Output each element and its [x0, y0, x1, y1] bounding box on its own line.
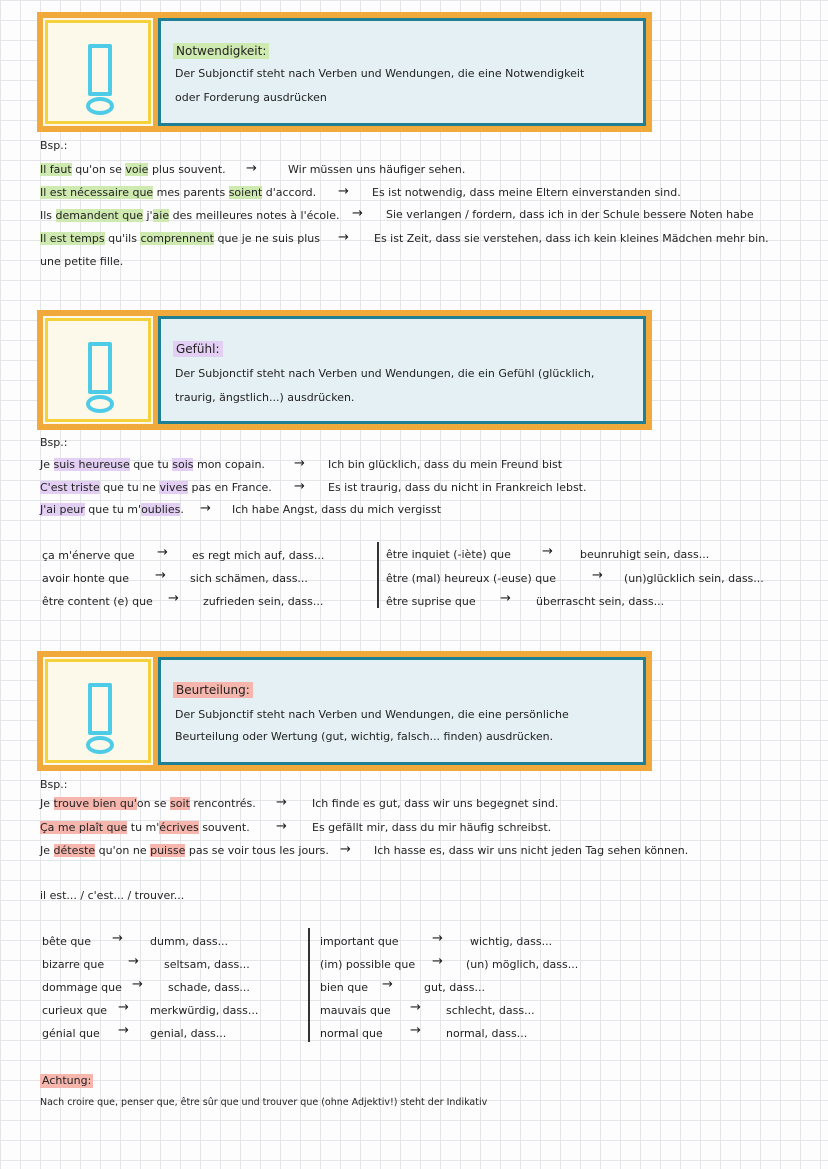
arrow-icon: → — [276, 819, 287, 834]
info-box-necessity — [37, 12, 652, 132]
box-title: Beurteilung: — [173, 682, 253, 698]
arrow-icon: → — [157, 545, 168, 560]
vocab-de: genial, dass... — [150, 1027, 227, 1040]
exclamation-dot-icon — [86, 736, 114, 754]
arrow-icon: → — [352, 206, 363, 221]
note-text: Nach croire que, penser que, être sûr que und trouver que (ohne Adjektiv!) steht der Indikativ — [40, 1097, 488, 1108]
arrow-icon: → — [294, 456, 305, 471]
arrow-icon: → — [340, 842, 351, 857]
example-line: Il faut qu'on se voie plus souvent. — [40, 163, 226, 176]
vocab-fr: avoir honte que — [42, 572, 130, 585]
vocab-de: schade, dass... — [168, 981, 250, 994]
vocab-intro: il est... / c'est... / trouver... — [40, 889, 185, 902]
example-line: Il est nécessaire que mes parents soient d'accord. — [40, 186, 317, 199]
exclamation-dot-icon — [86, 395, 114, 413]
vocab-de: seltsam, dass... — [164, 958, 250, 971]
arrow-icon: → — [294, 479, 305, 494]
vocab-de: (un)glücklich sein, dass... — [624, 572, 764, 585]
vocab-fr: être (mal) heureux (-euse) que — [386, 572, 556, 585]
translation: Ich hasse es, dass wir uns nicht jeden Tag sehen können. — [374, 844, 689, 857]
box-line: Der Subjonctif steht nach Verben und Wendungen, die eine Notwendigkeit — [175, 67, 585, 80]
translation: Ich finde es gut, dass wir uns begegnet sind. — [312, 797, 559, 810]
example-line: C'est triste que tu ne vives pas en France. — [40, 481, 272, 494]
translation: Es ist notwendig, dass meine Eltern einverstanden sind. — [372, 186, 681, 199]
vocab-fr: normal que — [320, 1027, 383, 1040]
vocab-fr: être suprise que — [386, 595, 476, 608]
translation: Ich bin glücklich, dass du mein Freund bist — [328, 458, 563, 471]
arrow-icon: → — [128, 954, 139, 969]
arrow-icon: → — [155, 568, 166, 583]
example-line: Je déteste qu'on ne puisse pas se voir tous les jours. — [40, 844, 329, 857]
arrow-icon: → — [410, 1000, 421, 1015]
translation: Wir müssen uns häufiger sehen. — [288, 163, 466, 176]
vocab-fr: être content (e) que — [42, 595, 153, 608]
arrow-icon: → — [432, 931, 443, 946]
vocab-fr: curieux que — [42, 1004, 108, 1017]
vocab-de: es regt mich auf, dass... — [192, 549, 325, 562]
vocab-fr: ça m'énerve que — [42, 549, 135, 562]
example-line: Je suis heureuse que tu sois mon copain. — [40, 458, 265, 471]
box-line: Beurteilung oder Wertung (gut, wichtig, falsch... finden) ausdrücken. — [175, 730, 554, 743]
arrow-icon: → — [338, 184, 349, 199]
icon-panel — [43, 316, 153, 424]
vocab-de: normal, dass... — [446, 1027, 528, 1040]
box-line: Der Subjonctif steht nach Verben und Wendungen, die ein Gefühl (glücklich, — [175, 367, 595, 380]
column-divider — [377, 542, 379, 608]
exclamation-icon — [88, 683, 112, 735]
bsp-label: Bsp.: — [40, 139, 68, 152]
exclamation-icon — [88, 44, 112, 96]
translation: Ich habe Angst, dass du mich vergisst — [232, 503, 442, 516]
translation: Es ist traurig, dass du nicht in Frankreich lebst. — [328, 481, 587, 494]
box-text-panel — [158, 657, 646, 765]
vocab-de: beunruhigt sein, dass... — [580, 548, 710, 561]
icon-panel — [43, 657, 153, 765]
note-title: Achtung: — [42, 1074, 92, 1087]
example-line-continued: une petite fille. — [40, 255, 124, 268]
vocab-de: dumm, dass... — [150, 935, 229, 948]
vocab-fr: dommage que — [42, 981, 122, 994]
arrow-icon: → — [200, 501, 211, 516]
arrow-icon: → — [112, 931, 123, 946]
arrow-icon: → — [382, 977, 393, 992]
box-line: Der Subjonctif steht nach Verben und Wendungen, die eine persönliche — [175, 708, 569, 721]
vocab-fr: (im) possible que — [320, 958, 416, 971]
icon-panel — [43, 18, 153, 126]
vocab-de: wichtig, dass... — [470, 935, 553, 948]
translation: Es gefällt mir, dass du mir häufig schreibst. — [312, 821, 552, 834]
box-title: Notwendigkeit: — [173, 43, 269, 59]
vocab-de: überrascht sein, dass... — [536, 595, 665, 608]
vocab-fr: bizarre que — [42, 958, 105, 971]
vocab-fr: important que — [320, 935, 399, 948]
example-line: Il est temps qu'ils comprennent que je ne suis plus — [40, 232, 320, 245]
vocab-fr: mauvais que — [320, 1004, 391, 1017]
translation: Sie verlangen / fordern, dass ich in der Schule bessere Noten habe — [386, 208, 754, 221]
example-line: J'ai peur que tu m'oublies. — [40, 503, 184, 516]
arrow-icon: → — [542, 544, 553, 559]
arrow-icon: → — [168, 591, 179, 606]
arrow-icon: → — [500, 591, 511, 606]
vocab-de: (un) möglich, dass... — [466, 958, 579, 971]
arrow-icon: → — [246, 161, 257, 176]
vocab-fr: bête que — [42, 935, 92, 948]
vocab-fr: être inquiet (-iète) que — [386, 548, 511, 561]
vocab-de: sich schämen, dass... — [190, 572, 308, 585]
info-box-feeling — [37, 310, 652, 430]
arrow-icon: → — [132, 977, 143, 992]
box-title: Gefühl: — [173, 341, 223, 357]
arrow-icon: → — [118, 1023, 129, 1038]
translation: Es ist Zeit, dass sie verstehen, dass ich kein kleines Mädchen mehr bin. — [374, 232, 769, 245]
arrow-icon: → — [338, 230, 349, 245]
exclamation-icon — [88, 342, 112, 394]
bsp-label: Bsp.: — [40, 778, 68, 791]
vocab-de: zufrieden sein, dass... — [203, 595, 324, 608]
vocab-fr: bien que — [320, 981, 368, 994]
example-line: Ça me plaît que tu m'écrives souvent. — [40, 821, 250, 834]
box-text-panel — [158, 316, 646, 424]
arrow-icon: → — [410, 1023, 421, 1038]
example-line: Ils demandent que j'aie des meilleures notes à l'école. — [40, 209, 340, 222]
box-line: traurig, ängstlich...) ausdrücken. — [175, 391, 355, 404]
example-line: Je trouve bien qu'on se soit rencontrés. — [40, 797, 256, 810]
vocab-de: merkwürdig, dass... — [150, 1004, 259, 1017]
arrow-icon: → — [118, 1000, 129, 1015]
vocab-fr: génial que — [42, 1027, 100, 1040]
box-text-panel — [158, 18, 646, 126]
arrow-icon: → — [432, 954, 443, 969]
vocab-de: schlecht, dass... — [446, 1004, 535, 1017]
bsp-label: Bsp.: — [40, 436, 68, 449]
vocab-de: gut, dass... — [424, 981, 485, 994]
exclamation-dot-icon — [86, 97, 114, 115]
column-divider — [308, 928, 310, 1042]
arrow-icon: → — [276, 795, 287, 810]
box-line: oder Forderung ausdrücken — [175, 91, 327, 104]
info-box-judgement — [37, 651, 652, 771]
arrow-icon: → — [592, 568, 603, 583]
